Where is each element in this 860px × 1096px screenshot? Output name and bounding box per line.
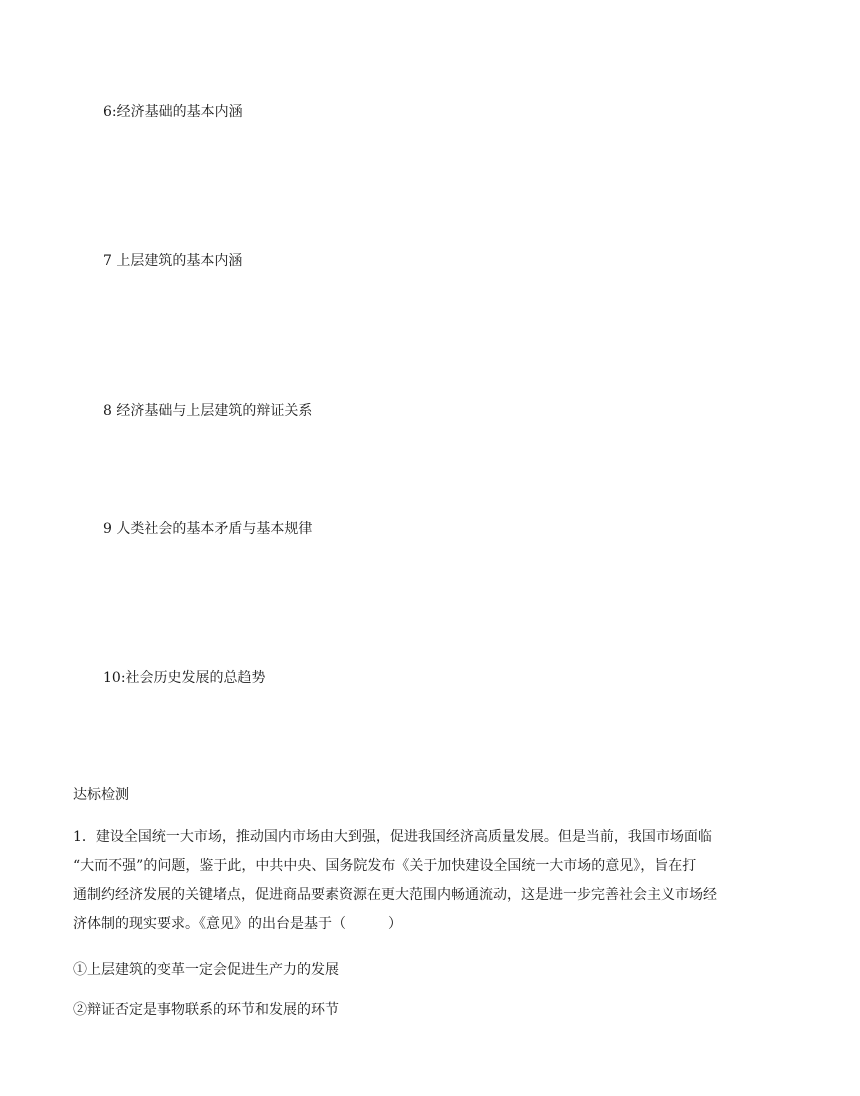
outline-item-9: 9 人类社会的基本矛盾与基本规律	[103, 521, 313, 537]
outline-item-10: 10:社会历史发展的总趋势	[103, 670, 266, 686]
question-line: 济体制的现实要求。《意见》的出台是基于（ ）	[73, 916, 402, 932]
question-line: “大而不强”的问题，鉴于此，中共中央、国务院发布《关于加快建设全国统一大市场的意见》，旨在打	[73, 858, 697, 874]
question-line: 通制约经济发展的关键堵点，促进商品要素资源在更大范围内畅通流动，这是进一步完善社会主义市场经	[73, 887, 717, 903]
answer-option: ②辩证否定是事物联系的环节和发展的环节	[73, 1002, 339, 1018]
outline-item-6: 6:经济基础的基本内涵	[103, 104, 243, 120]
question-stem	[73, 823, 785, 939]
question-line: 1．建设全国统一大市场，推动国内市场由大到强，促进我国经济高质量发展。但是当前，我国市场面临	[73, 829, 712, 845]
outline-item-7: 7 上层建筑的基本内涵	[103, 253, 243, 269]
outline-item-8: 8 经济基础与上层建筑的辩证关系	[103, 403, 313, 419]
answer-option: ①上层建筑的变革一定会促进生产力的发展	[73, 962, 339, 978]
section-heading: 达标检测	[73, 787, 129, 803]
